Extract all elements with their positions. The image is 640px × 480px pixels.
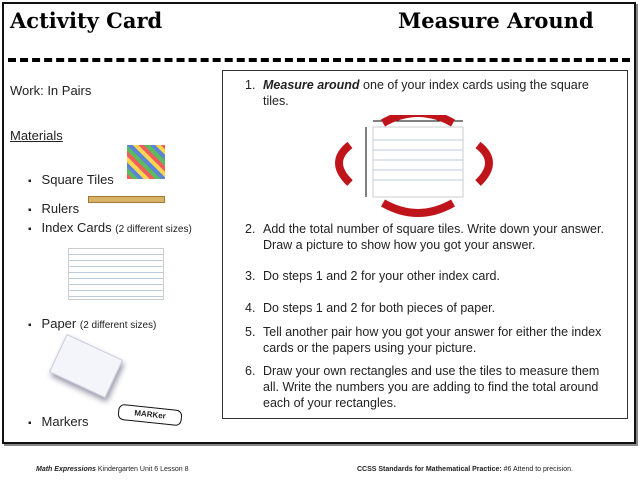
item-square-tiles: ▪ Square Tiles bbox=[28, 172, 114, 187]
index-card-image bbox=[68, 248, 164, 300]
square-tiles-image bbox=[127, 145, 165, 179]
instructions-box bbox=[222, 70, 628, 419]
measure-around-diagram bbox=[328, 115, 508, 225]
step-1: 1. Measure around one of your index cards using the square tiles. bbox=[245, 78, 589, 108]
activity-card-title: Activity Card bbox=[10, 8, 163, 33]
work-label: Work: In Pairs bbox=[10, 83, 92, 98]
step-5: 5. Tell another pair how you got your answer for either the index cards or the papers using your picture. bbox=[245, 325, 602, 355]
item-markers: ▪ Markers bbox=[28, 414, 89, 429]
step-2: 2. Add the total number of square tiles. Write down your answer. Draw a picture to show how you got your answer. bbox=[245, 222, 604, 252]
item-paper: ▪ Paper (2 different sizes) bbox=[28, 316, 156, 331]
marker-image: MARKer bbox=[117, 404, 182, 427]
materials-heading: Materials bbox=[10, 128, 63, 143]
footer-lesson: Math Expressions Kindergarten Unit 6 Lesson 8 bbox=[36, 466, 189, 473]
item-index-cards: ▪ Index Cards (2 different sizes) bbox=[28, 220, 192, 235]
step-3: 3. Do steps 1 and 2 for your other index card. bbox=[245, 269, 500, 283]
item-rulers: ▪ Rulers bbox=[28, 201, 79, 216]
ruler-image bbox=[88, 196, 165, 203]
step-4: 4. Do steps 1 and 2 for both pieces of paper. bbox=[245, 301, 496, 315]
measure-around-title: Measure Around bbox=[398, 8, 594, 33]
footer-standards: CCSS Standards for Mathematical Practice: #6 Attend to precision. bbox=[357, 466, 573, 473]
dashed-divider bbox=[8, 58, 630, 62]
step-6: 6. Draw your own rectangles and use the tiles to measure them all. Write the numbers you are adding to find the total around each of your rectangles. bbox=[245, 364, 600, 410]
